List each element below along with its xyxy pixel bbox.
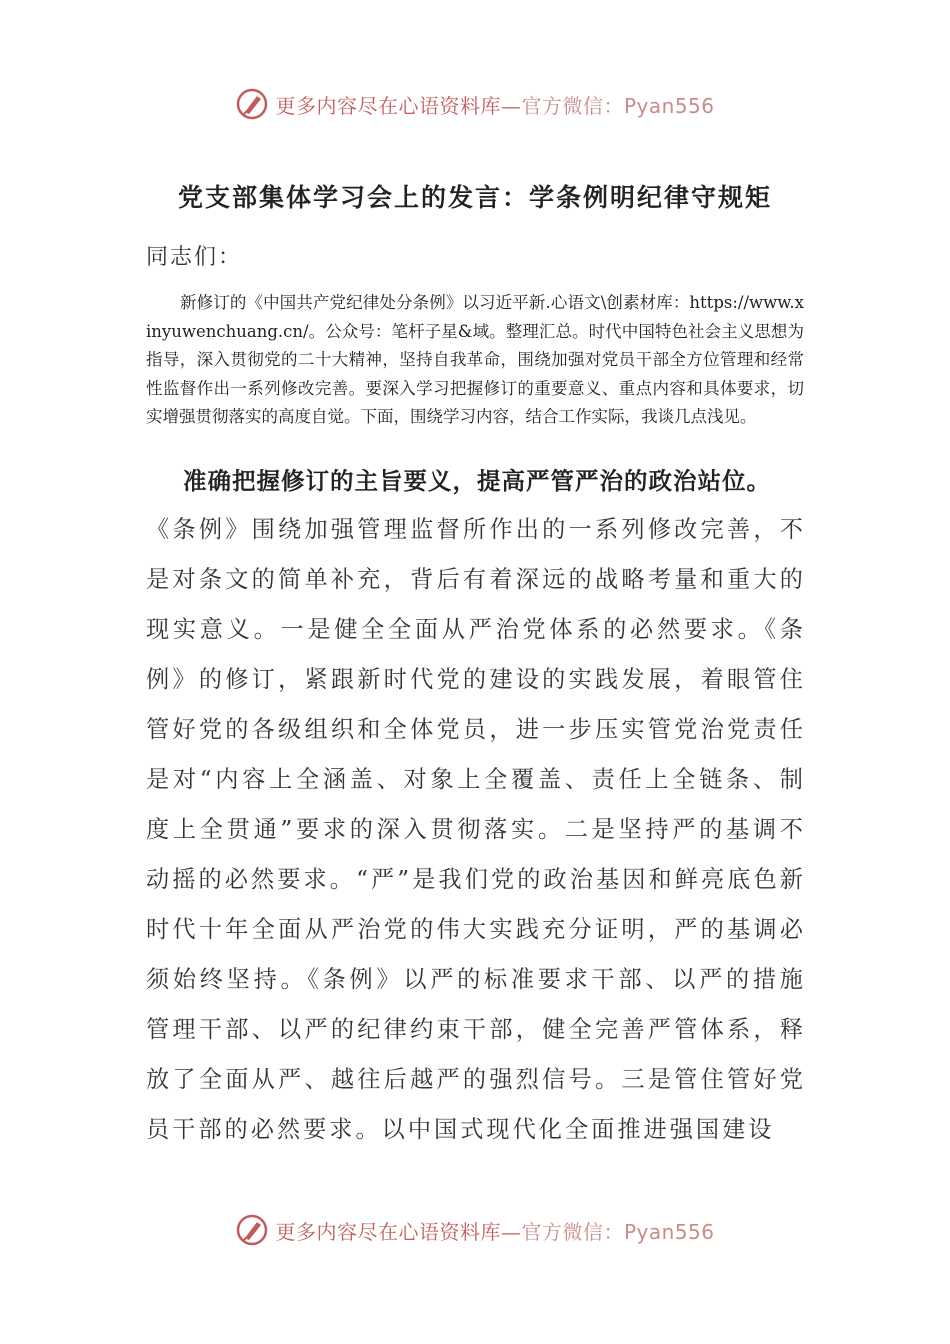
footer-banner (0, 1210, 950, 1250)
banner-text (275, 90, 714, 119)
banner-wechat-id: Pyan556 (623, 1219, 715, 1244)
banner-wechat-label: 官方微信： (521, 93, 624, 118)
intro-paragraph: 新修订的《中国共产党纪律处分条例》以习近平新.心语文\创素材库：https://www.xinyuwenchuang.cn/。公众号：笔杆子星&域。整理汇总。时代中国特色社会主义思想为指导，深入贯彻党的二十大精神，坚持自我革命，围绕加强对党员干部全方位管理和经常性监督作出一系列修改完善。要深入学习把握修订的重要意义、重点内容和具体要求，切实增强贯彻落实的高度自觉。下面，围绕学习内容，结合工作实际，我谈几点浅见。 (146, 293, 804, 427)
banner-wechat-id: Pyan556 (623, 93, 715, 118)
greeting: 同志们： (146, 245, 243, 270)
document-title: 党支部集体学习会上的发言：学条例明纪律守规矩 (177, 183, 772, 212)
banner-wechat-label: 官方微信： (521, 1219, 624, 1244)
body-paragraph: 《条例》围绕加强管理监督所作出的一系列修改完善，不是对条文的简单补充，背后有着深远的战略考量和重大的现实意义。一是健全全面从严治党体系的必然要求。《条例》的修订，紧跟新时代党的建设的实践发展，着眼管住管好党的各级组织和全体党员，进一步压实管党治党责任是对“内容上全涵盖、对象上全覆盖、责任上全链条、制度上全贯通”要求的深入贯彻落实。二是坚持严的基调不动摇的必然要求。“严”是我们党的政治基因和鲜亮底色新时代十年全面从严治党的伟大实践充分证明，严的基调必须始终坚持。《条例》以严的标准要求干部、以严的措施管理干部、以严的纪律约束干部，健全完善严管体系，释放了全面从严、越往后越严的强烈信号。三是管住管好党员干部的必然要求。以中国式现代化全面推进强国建设 (146, 516, 806, 1143)
banner-text (275, 1216, 714, 1245)
banner-prefix: 更多内容尽在心语资料库 (275, 1219, 501, 1244)
banner-dash: — (500, 93, 522, 118)
header-banner (0, 84, 950, 124)
section-heading: 准确把握修订的主旨要义，提高严管严治的政治站位。 (183, 467, 771, 495)
banner-prefix: 更多内容尽在心语资料库 (275, 93, 501, 118)
banner-dash: — (500, 1219, 522, 1244)
pen-nib-logo-icon (235, 1213, 269, 1247)
pen-nib-logo-icon (235, 87, 269, 121)
